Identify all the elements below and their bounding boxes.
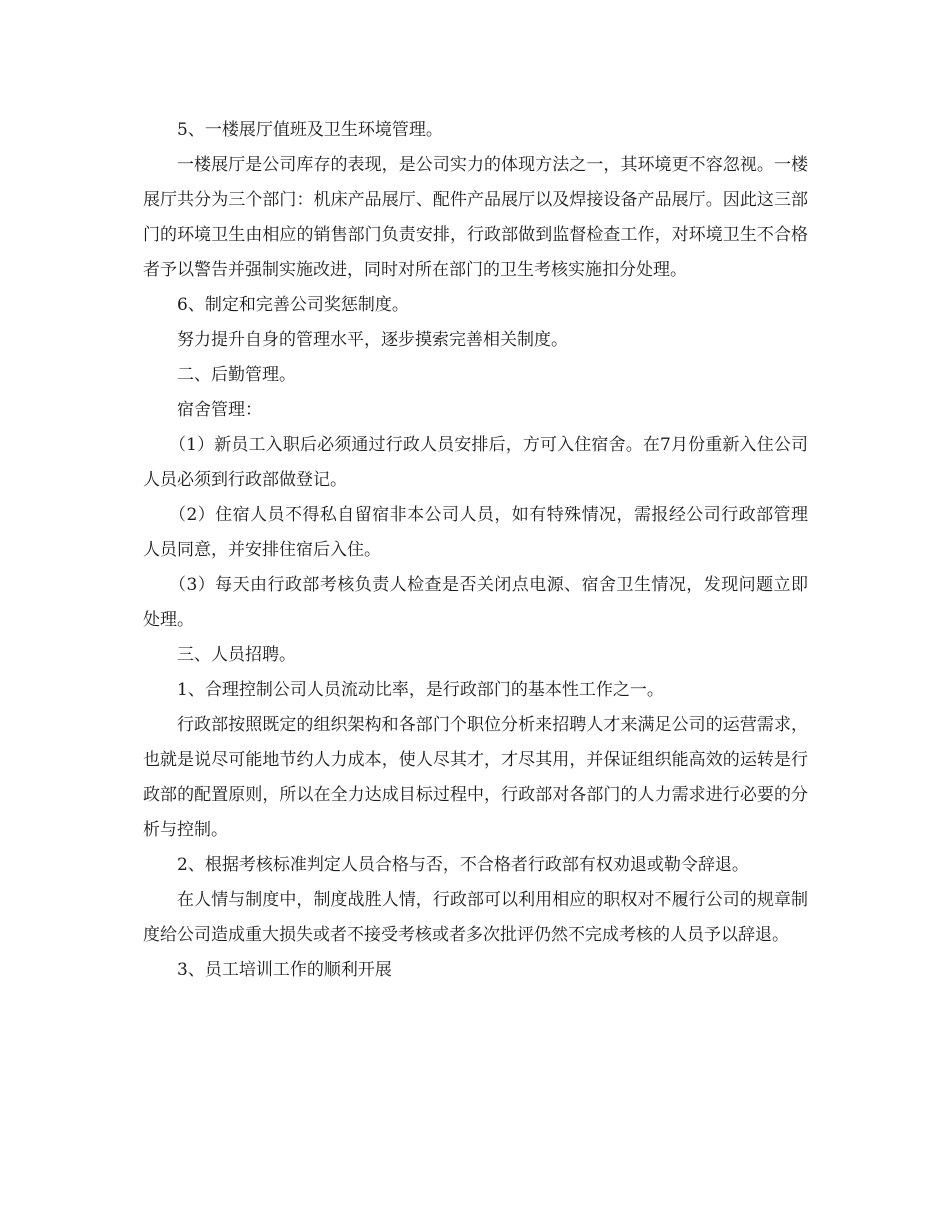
subheading-dormitory: 宿舍管理： xyxy=(177,400,262,420)
section-heading-turnover: 1、合理控制公司人员流动比率，是行政部门的基本性工作之一。 xyxy=(177,680,664,700)
paragraph-management-level: 努力提升自身的管理水平，逐步摸索完善相关制度。 xyxy=(177,330,568,350)
section-heading-showroom: 5、一楼展厅值班及卫生环境管理。 xyxy=(177,120,443,140)
section-heading-training: 3、员工培训工作的顺利开展 xyxy=(177,960,392,980)
paragraph-dismissal-policy: 在人情与制度中，制度战胜人情，行政部可以利用相应的职权对不履行公司的规章制度给公司造成重大损失或者不接受考核或者多次批评仍然不完成考核的人员予以辞退。 xyxy=(143,890,808,945)
list-item-dorm-rule-1: （1）新员工入职后必须通过行政人员安排后，方可入住宿舍。在7月份重新入住公司人员必须到行政部做登记。 xyxy=(143,435,808,490)
paragraph-showroom-environment: 一楼展厅是公司库存的表现，是公司实力的体现方法之一，其环境更不容忽视。一楼展厅共分为三个部门：机床产品展厅、配件产品展厅以及焊接设备产品展厅。因此这三部门的环境卫生由相应的销售部门负责安排，行政部做到监督检查工作，对环境卫生不合格者予以警告并强制实施改进，同时对所在部门的卫生考核实施扣分处理。 xyxy=(143,155,808,280)
section-heading-recruitment: 三、人员招聘。 xyxy=(177,645,296,665)
list-item-dorm-rule-3: （3）每天由行政部考核负责人检查是否关闭点电源、宿舍卫生情况，发现问题立即处理。 xyxy=(143,575,808,630)
section-heading-reward-system: 6、制定和完善公司奖惩制度。 xyxy=(177,295,409,315)
document-body xyxy=(143,113,808,988)
section-heading-assessment: 2、根据考核标准判定人员合格与否，不合格者行政部有权劝退或勒令辞退。 xyxy=(177,855,749,875)
list-item-dorm-rule-2: （2）住宿人员不得私自留宿非本公司人员，如有特殊情况，需报经公司行政部管理人员同意，并安排住宿后入住。 xyxy=(143,505,808,560)
section-heading-logistics: 二、后勤管理。 xyxy=(177,365,296,385)
paragraph-recruitment-principle: 行政部按照既定的组织架构和各部门个职位分析来招聘人才来满足公司的运营需求，也就是说尽可能地节约人力成本，使人尽其才，才尽其用，并保证组织能高效的运转是行政部的配置原则，所以在全力达成目标过程中，行政部对各部门的人力需求进行必要的分析与控制。 xyxy=(143,715,808,840)
